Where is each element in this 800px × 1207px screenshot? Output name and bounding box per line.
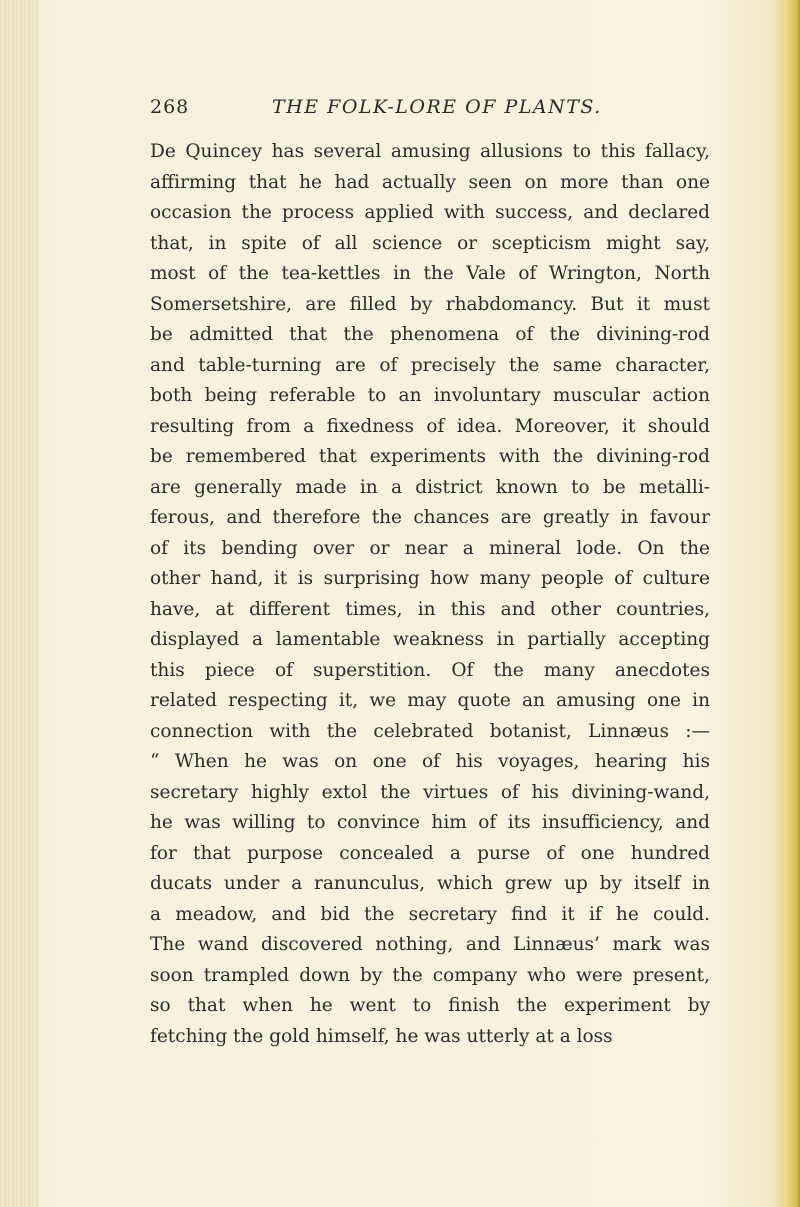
text-line: occasion the process applied with success, and declared	[150, 202, 710, 223]
text-line: that, in spite of all science or scepticism might say,	[150, 232, 710, 254]
text-line: De Quincey has several amusing allusions to this fallacy,	[150, 141, 710, 162]
text-line: other hand, it is surprising how many people of culture	[150, 568, 710, 589]
text-line: displayed a lamentable weakness in partially accepting	[150, 629, 710, 650]
text-line: connection with the celebrated botanist, Linnæus :—	[150, 720, 710, 742]
running-title: THE FOLK-LORE OF PLANTS.	[272, 96, 602, 118]
text-line: be admitted that the phenomena of the divining-rod	[150, 324, 710, 345]
text-line: resulting from a fixedness of idea. Moreover, it should	[150, 415, 710, 437]
text-line: both being referable to an involuntary muscular action	[150, 385, 710, 406]
page-number: 268	[150, 96, 190, 118]
text-line: Somersetshire, are filled by rhabdomancy. But it must	[150, 293, 710, 315]
text-line: and table-turning are of precisely the same character,	[150, 354, 710, 376]
text-line: The wand discovered nothing, and Linnæus’ mark was	[150, 934, 710, 955]
text-line: secretary highly extol the virtues of his divining-wand,	[150, 781, 710, 803]
text-line: be remembered that experiments with the divining-rod	[150, 446, 710, 467]
text-line: affirming that he had actually seen on more than one	[150, 171, 710, 193]
text-line: related respecting it, we may quote an amusing one in	[150, 690, 710, 711]
text-line: for that purpose concealed a purse of one hundred	[150, 842, 710, 864]
text-line: are generally made in a district known to be metalli-	[150, 476, 710, 498]
text-line: fetching the gold himself, he was utterly at a loss	[150, 1025, 613, 1047]
text-line: this piece of superstition. Of the many anecdotes	[150, 659, 710, 681]
text-line: ferous, and therefore the chances are greatly in favour	[150, 507, 710, 528]
text-line: ducats under a ranunculus, which grew up by itself in	[150, 873, 710, 894]
page-gutter	[0, 0, 38, 1207]
text-line: of its bending over or near a mineral lode. On the	[150, 537, 710, 559]
text-line: have, at different times, in this and other countries,	[150, 598, 710, 620]
text-line: most of the tea-kettles in the Vale of Wrington, North	[150, 263, 710, 284]
text-line: soon trampled down by the company who were present,	[150, 964, 710, 986]
text-line: a meadow, and bid the secretary find it if he could.	[150, 903, 710, 925]
text-line: “ When he was on one of his voyages, hearing his	[150, 751, 710, 772]
text-line: so that when he went to finish the experiment by	[150, 995, 710, 1016]
text-line: he was willing to convince him of its insufficiency, and	[150, 812, 710, 833]
page-edge	[774, 0, 800, 1207]
body-text	[150, 137, 710, 1052]
running-head	[0, 96, 800, 128]
